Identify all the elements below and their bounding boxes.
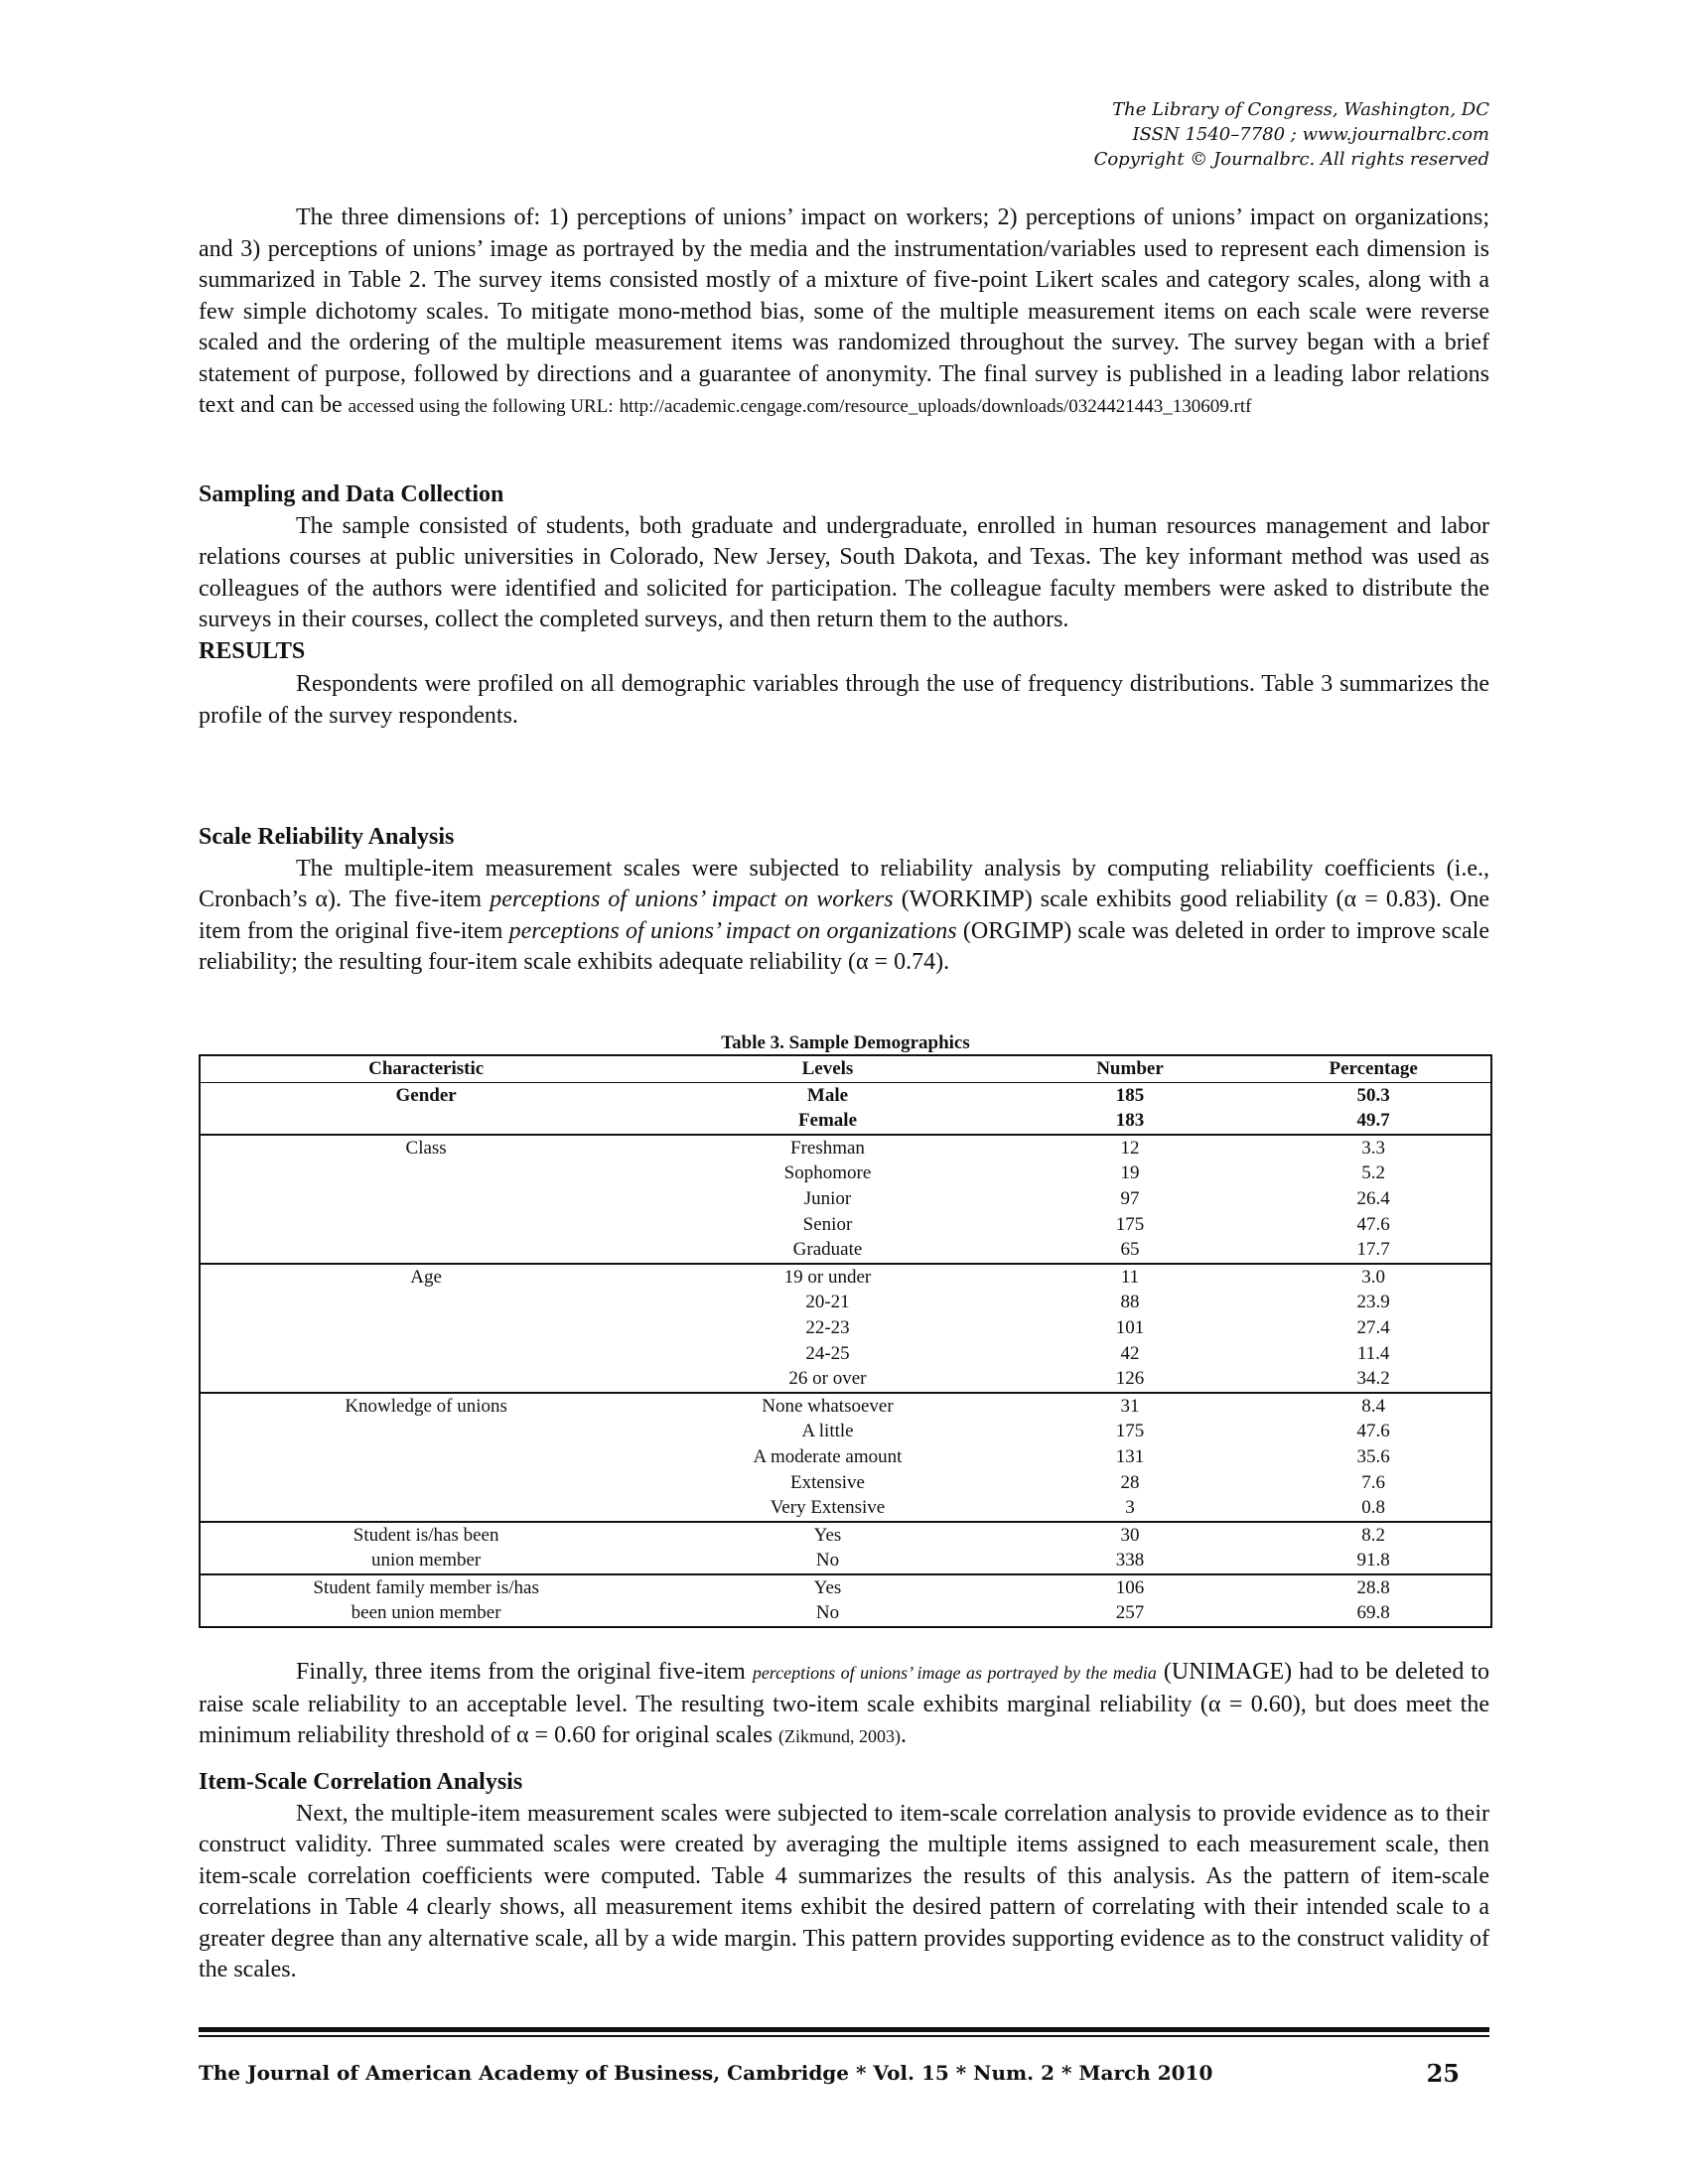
column-header: Levels bbox=[651, 1055, 1003, 1082]
results-paragraph: Respondents were profiled on all demographic variables through the use of frequency distributions. Table 3 summarizes the profile of the survey respondents. bbox=[199, 671, 1489, 729]
table-row bbox=[200, 1574, 1491, 1601]
table-cell bbox=[200, 1160, 651, 1186]
table-row bbox=[200, 1315, 1491, 1341]
table-cell: 3.0 bbox=[1256, 1264, 1491, 1291]
table-cell: 31 bbox=[1004, 1393, 1257, 1420]
table-cell: Senior bbox=[802, 1213, 853, 1235]
table-cell: 47.6 bbox=[1356, 1421, 1390, 1442]
table-cell: Extensive bbox=[790, 1471, 865, 1493]
table-cell bbox=[200, 1237, 651, 1264]
footer-rule-thin bbox=[199, 2035, 1489, 2037]
table-row bbox=[200, 1444, 1491, 1470]
table-row bbox=[200, 1522, 1491, 1549]
reliability-italic-1: perceptions of unions’ impact on workers bbox=[490, 887, 894, 912]
unimage-text-3: . bbox=[901, 1722, 908, 1748]
header-line-2: ISSN 1540–7780 ; www.journalbrc.com bbox=[1132, 124, 1489, 145]
intro-section bbox=[199, 203, 1489, 423]
table-cell bbox=[200, 1444, 651, 1470]
table-cell: Freshman bbox=[651, 1135, 1003, 1161]
item-scale-section bbox=[199, 1767, 1489, 1986]
table-cell: 175 bbox=[1115, 1421, 1145, 1442]
reliability-heading: Scale Reliability Analysis bbox=[199, 824, 455, 850]
table-cell: Yes bbox=[651, 1574, 1003, 1601]
footer-rule-thick bbox=[199, 2027, 1489, 2032]
table-cell: Yes bbox=[651, 1522, 1003, 1549]
reliability-section bbox=[199, 822, 1489, 979]
table-cell: 3 bbox=[1125, 1497, 1135, 1519]
table-cell: 17.7 bbox=[1356, 1239, 1390, 1261]
page-number: 25 bbox=[1426, 2059, 1460, 2088]
table-row bbox=[200, 1237, 1491, 1264]
table-cell: 34.2 bbox=[1356, 1368, 1390, 1390]
unimage-text-2: (UNIMAGE) had to be deleted to raise scale reliability to an acceptable level. The resulting two-item scale exhibits marginal reliability (α = 0.60), but does meet the minimum reliability threshold of α = 0.60 for original scales bbox=[199, 1659, 1489, 1748]
table-caption: Table 3. Sample Demographics bbox=[721, 1032, 970, 1053]
table-cell: None whatsoever bbox=[651, 1393, 1003, 1420]
table-cell: Sophomore bbox=[783, 1162, 872, 1184]
table-row bbox=[200, 1186, 1491, 1212]
results-section bbox=[199, 669, 1489, 732]
table-cell: 30 bbox=[1004, 1522, 1257, 1549]
table-cell bbox=[200, 1315, 651, 1341]
journal-citation: The Journal of American Academy of Business, Cambridge * Vol. 15 * Num. 2 * March 2010 bbox=[199, 2061, 1213, 2085]
sampling-heading: Sampling and Data Collection bbox=[199, 481, 504, 507]
table-cell bbox=[200, 1341, 651, 1367]
table-cell: 8.4 bbox=[1256, 1393, 1491, 1420]
table-cell: Junior bbox=[803, 1187, 852, 1209]
page-footer bbox=[199, 2059, 1489, 2088]
header-line-1: The Library of Congress, Washington, DC bbox=[1112, 99, 1489, 120]
table-cell: Class bbox=[200, 1135, 651, 1161]
results-heading: RESULTS bbox=[199, 637, 306, 664]
table-cell: Knowledge of unions bbox=[200, 1393, 651, 1420]
table-cell: 91.8 bbox=[1356, 1550, 1390, 1571]
table-row bbox=[200, 1108, 1491, 1135]
table-cell bbox=[200, 1366, 651, 1393]
table-cell: 11.4 bbox=[1356, 1342, 1390, 1364]
table-cell: 5.2 bbox=[1361, 1162, 1386, 1184]
table-cell: No bbox=[815, 1550, 840, 1571]
table-cell bbox=[200, 1290, 651, 1315]
table-cell: 3.3 bbox=[1256, 1135, 1491, 1161]
table-cell: 47.6 bbox=[1356, 1213, 1390, 1235]
table-row bbox=[200, 1470, 1491, 1496]
header-line-3: Copyright © Journalbrc. All rights reserved bbox=[1093, 149, 1489, 170]
table-cell: union member bbox=[370, 1550, 482, 1571]
table-row bbox=[200, 1290, 1491, 1315]
reliability-italic-2: perceptions of unions’ impact on organizations bbox=[508, 917, 957, 944]
table-cell: 175 bbox=[1115, 1213, 1145, 1235]
unimage-italic: perceptions of unions’ image as portrayed by the media bbox=[752, 1663, 1157, 1683]
column-header: Characteristic bbox=[200, 1055, 651, 1082]
table-cell: 26.4 bbox=[1356, 1187, 1390, 1209]
column-header: Percentage bbox=[1256, 1055, 1491, 1082]
table-cell: Gender bbox=[395, 1084, 457, 1106]
sampling-section bbox=[199, 479, 1489, 667]
table-cell: 131 bbox=[1115, 1445, 1145, 1467]
table-cell: 22-23 bbox=[805, 1316, 850, 1338]
table-cell bbox=[200, 1419, 651, 1444]
unimage-text-1: Finally, three items from the original five-item bbox=[296, 1659, 753, 1685]
table-row bbox=[200, 1264, 1491, 1291]
table-cell bbox=[200, 1212, 651, 1238]
table-cell: 19 bbox=[1120, 1162, 1140, 1184]
table-cell: 183 bbox=[1115, 1110, 1145, 1132]
table-row bbox=[200, 1341, 1491, 1367]
table-cell: 97 bbox=[1120, 1187, 1140, 1209]
table-cell: 185 bbox=[1115, 1084, 1145, 1106]
table-3 bbox=[199, 1032, 1492, 1628]
table-cell: 257 bbox=[1115, 1602, 1145, 1624]
table-cell: been union member bbox=[351, 1602, 501, 1624]
intro-paragraph bbox=[199, 203, 1489, 423]
table-row bbox=[200, 1393, 1491, 1420]
item-scale-paragraph: Next, the multiple-item measurement scales were subjected to item-scale correlation analysis to provide evidence as to their construct validity. Three summated scales were created by averaging the multiple items assigned to each measurement scale, then item-scale correlation coefficients were computed. Table 4 summarizes the results of this analysis. As the pattern of item-scale correlations in Table 4 clearly shows, all measurement items exhibit the desired pattern of correlating with their intended scale to a greater degree than any alternative scale, all by a wide margin. This pattern provides supporting evidence as to the construct validity of the scales. bbox=[199, 1800, 1489, 1982]
table-cell bbox=[200, 1470, 651, 1496]
table-cell: 28.8 bbox=[1256, 1574, 1491, 1601]
table-cell: 28 bbox=[1120, 1471, 1140, 1493]
table-cell: 11 bbox=[1004, 1264, 1257, 1291]
table-cell: 88 bbox=[1120, 1292, 1140, 1313]
table-cell: Age bbox=[200, 1264, 651, 1291]
table-cell: 0.8 bbox=[1361, 1497, 1386, 1519]
item-scale-heading: Item-Scale Correlation Analysis bbox=[199, 1769, 523, 1795]
table-row bbox=[200, 1366, 1491, 1393]
column-header: Number bbox=[1004, 1055, 1257, 1082]
table-cell: A little bbox=[801, 1421, 854, 1442]
table-cell: 35.6 bbox=[1356, 1445, 1390, 1467]
reliability-paragraph bbox=[199, 854, 1489, 979]
table-cell: 19 or under bbox=[651, 1264, 1003, 1291]
table-cell: Graduate bbox=[792, 1239, 863, 1261]
table-cell: 50.3 bbox=[1356, 1084, 1390, 1106]
table-cell bbox=[200, 1108, 651, 1135]
intro-text: The three dimensions of: 1) perceptions of unions’ impact on workers; 2) perceptions of unions’ impact on organizations; and 3) perceptions of unions’ image as portrayed by the media and the instrumentation/variables used to represent each dimension is summarized in Table 2. The survey items consisted mostly of a mixture of five-point Likert scales and category scales, along with a few simple dichotomy scales. To mitigate mono-method bias, some of the multiple measurement items on each scale were reverse scaled and the ordering of the multiple measurement items was randomized throughout the survey. The survey began with a brief statement of purpose, followed by directions and a guarantee of anonymity. The final survey is published in a leading labor relations text and can be bbox=[199, 205, 1489, 418]
reliability-text-2: (WORKIMP) scale exhibits good reliability (α = 0.83). One item from the original five-item bbox=[199, 887, 1490, 944]
running-header bbox=[1094, 97, 1489, 172]
demographics-table bbox=[199, 1054, 1492, 1628]
table-cell: Male bbox=[806, 1084, 849, 1106]
table-cell: 20-21 bbox=[805, 1292, 850, 1313]
table-cell: 12 bbox=[1004, 1135, 1257, 1161]
url-prefix: accessed using the following URL: bbox=[348, 396, 614, 417]
table-row bbox=[200, 1600, 1491, 1627]
table-cell: 126 bbox=[1115, 1368, 1145, 1390]
table-cell: 24-25 bbox=[805, 1342, 850, 1364]
table-row bbox=[200, 1082, 1491, 1108]
table-cell: 106 bbox=[1004, 1574, 1257, 1601]
unimage-section bbox=[199, 1657, 1489, 1753]
table-cell: 7.6 bbox=[1361, 1471, 1386, 1493]
table-cell: Very Extensive bbox=[770, 1497, 886, 1519]
table-header-row bbox=[200, 1055, 1491, 1082]
table-cell bbox=[200, 1495, 651, 1522]
table-row bbox=[200, 1548, 1491, 1574]
table-cell: 42 bbox=[1120, 1342, 1140, 1364]
table-row bbox=[200, 1212, 1491, 1238]
table-row bbox=[200, 1135, 1491, 1161]
sampling-paragraph: The sample consisted of students, both graduate and undergraduate, enrolled in human resources management and labor relations courses at public universities in Colorado, New Jersey, South Dakota, and Texas. The key informant method was used as colleagues of the authors were identified and solicited for participation. The colleague faculty members were asked to distribute the surveys in their courses, collect the completed surveys, and then return them to the authors. bbox=[199, 512, 1489, 632]
reliability-text-1: The multiple-item measurement scales were subjected to reliability analysis by computing reliability coefficients (i.e., Cronbach’s α). The five-item bbox=[199, 855, 1489, 912]
table-cell: Female bbox=[797, 1110, 858, 1132]
table-row bbox=[200, 1419, 1491, 1444]
citation: (Zikmund, 2003) bbox=[778, 1726, 902, 1746]
table-cell bbox=[200, 1186, 651, 1212]
table-cell: Student family member is/has bbox=[200, 1574, 651, 1601]
table-cell: 49.7 bbox=[1356, 1110, 1390, 1132]
survey-url[interactable]: http://academic.cengage.com/resource_uploads/downloads/0324421443_130609.rtf bbox=[619, 396, 1252, 417]
table-cell: Student is/has been bbox=[200, 1522, 651, 1549]
table-cell: 101 bbox=[1115, 1316, 1145, 1338]
table-cell: 69.8 bbox=[1356, 1602, 1390, 1624]
table-cell: 23.9 bbox=[1356, 1292, 1390, 1313]
table-row bbox=[200, 1495, 1491, 1522]
table-cell: 338 bbox=[1115, 1550, 1145, 1571]
table-cell: A moderate amount bbox=[753, 1445, 903, 1467]
unimage-paragraph bbox=[199, 1657, 1489, 1753]
table-row bbox=[200, 1160, 1491, 1186]
table-cell: No bbox=[815, 1602, 840, 1624]
table-cell: 65 bbox=[1120, 1239, 1140, 1261]
table-cell: 27.4 bbox=[1356, 1316, 1390, 1338]
table-cell: 8.2 bbox=[1256, 1522, 1491, 1549]
table-body bbox=[200, 1082, 1491, 1627]
reliability-text-3: (ORGIMP) scale was deleted in order to improve scale reliability; the resulting four-item scale exhibits adequate reliability (α = 0.74). bbox=[199, 917, 1489, 975]
table-cell: 26 or over bbox=[788, 1368, 867, 1390]
